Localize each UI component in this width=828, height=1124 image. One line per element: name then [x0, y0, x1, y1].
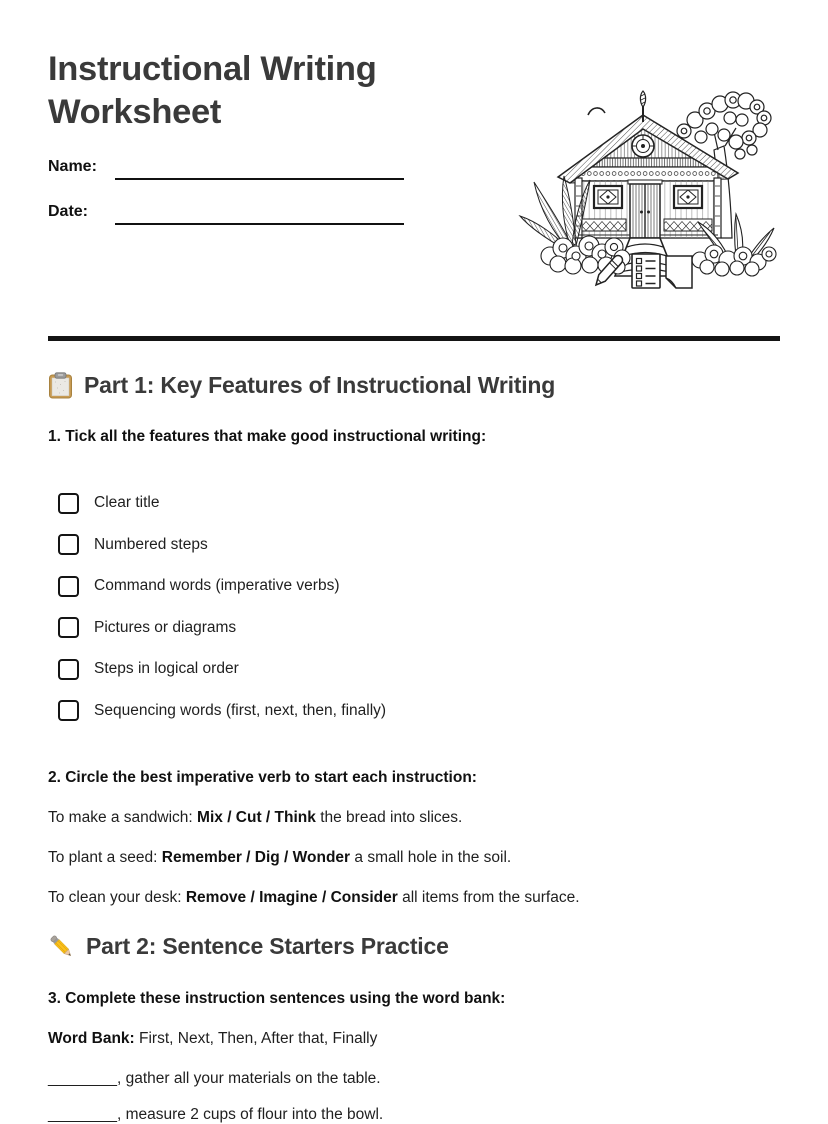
- checkbox-sequencing-words[interactable]: [58, 700, 79, 721]
- word-bank-label: Word Bank:: [48, 1030, 135, 1047]
- date-label: Date:: [48, 203, 89, 220]
- check-row: [58, 492, 386, 514]
- check-label: Numbered steps: [94, 535, 208, 553]
- check-label: Command words (imperative verbs): [94, 577, 340, 594]
- name-input-line[interactable]: [115, 178, 404, 180]
- item-suffix: the bread into slices.: [315, 809, 463, 826]
- part2-heading-text: Part 2: Sentence Starters Practice: [86, 933, 449, 959]
- word-bank-words: First, Next, Then, After that, Finally: [134, 1030, 378, 1047]
- check-row: [58, 700, 386, 722]
- check-row: [58, 534, 386, 556]
- item-prefix: To make a sandwich:: [48, 809, 198, 826]
- blank-line[interactable]: ________: [48, 1070, 117, 1087]
- sentence-text: , measure 2 cups of flour into the bowl.: [116, 1106, 384, 1123]
- verb-options[interactable]: Remember / Dig / Wonder: [161, 849, 351, 866]
- check-label: Pictures or diagrams: [94, 618, 237, 636]
- checkbox-command-words[interactable]: [58, 576, 79, 597]
- features-checklist: [58, 492, 386, 741]
- part1-heading: [48, 372, 555, 399]
- wharenui-illustration: [518, 88, 780, 294]
- circle-item-seed: [48, 849, 511, 867]
- check-label: Sequencing words (first, next, then, finally): [94, 701, 387, 719]
- check-label: Steps in logical order: [94, 660, 239, 677]
- verb-options[interactable]: Mix / Cut / Think: [197, 809, 316, 826]
- question-1: 1. Tick all the features that make good instructional writing:: [48, 428, 487, 445]
- question-2: 2. Circle the best imperative verb to start each instruction:: [48, 769, 477, 786]
- name-label: Name:: [48, 158, 97, 175]
- clipboard-icon: [48, 372, 73, 399]
- verb-options[interactable]: Remove / Imagine / Consider: [185, 889, 398, 906]
- date-input-line[interactable]: [115, 223, 404, 225]
- check-row: [58, 658, 386, 680]
- checkbox-pictures-diagrams[interactable]: [58, 617, 79, 638]
- blank-line[interactable]: ________: [48, 1106, 117, 1123]
- fill-in-sentence: [48, 1106, 383, 1124]
- item-prefix: To clean your desk:: [48, 889, 186, 906]
- window-right: [674, 186, 702, 208]
- check-row: [58, 575, 386, 597]
- fill-in-sentence: [48, 1070, 381, 1088]
- item-suffix: a small hole in the soil.: [350, 849, 512, 866]
- section-divider: [48, 336, 780, 341]
- item-prefix: To plant a seed:: [48, 849, 162, 866]
- window-left: [594, 186, 622, 208]
- part1-heading-text: Part 1: Key Features of Instructional Writing: [84, 372, 556, 398]
- check-label: Clear title: [94, 494, 160, 511]
- word-bank: [48, 1030, 377, 1048]
- pencil-icon: [48, 933, 75, 960]
- circle-item-sandwich: [48, 809, 462, 827]
- sentence-text: , gather all your materials on the table.: [116, 1070, 381, 1087]
- bird-icon: [588, 108, 605, 115]
- checkbox-clear-title[interactable]: [58, 493, 79, 514]
- item-suffix: all items from the surface.: [397, 889, 580, 906]
- question-3: 3. Complete these instruction sentences using the word bank:: [48, 990, 506, 1007]
- wall: [575, 178, 721, 238]
- circle-item-desk: [48, 889, 580, 907]
- paper-icon: [666, 256, 692, 288]
- checkbox-logical-order[interactable]: [58, 659, 79, 680]
- part2-heading: [48, 933, 449, 960]
- check-row: [58, 617, 386, 639]
- page-title: Instructional Writing Worksheet: [48, 50, 377, 131]
- checklist-icon: [632, 254, 660, 288]
- checkbox-numbered-steps[interactable]: [58, 534, 79, 555]
- door: [628, 180, 662, 238]
